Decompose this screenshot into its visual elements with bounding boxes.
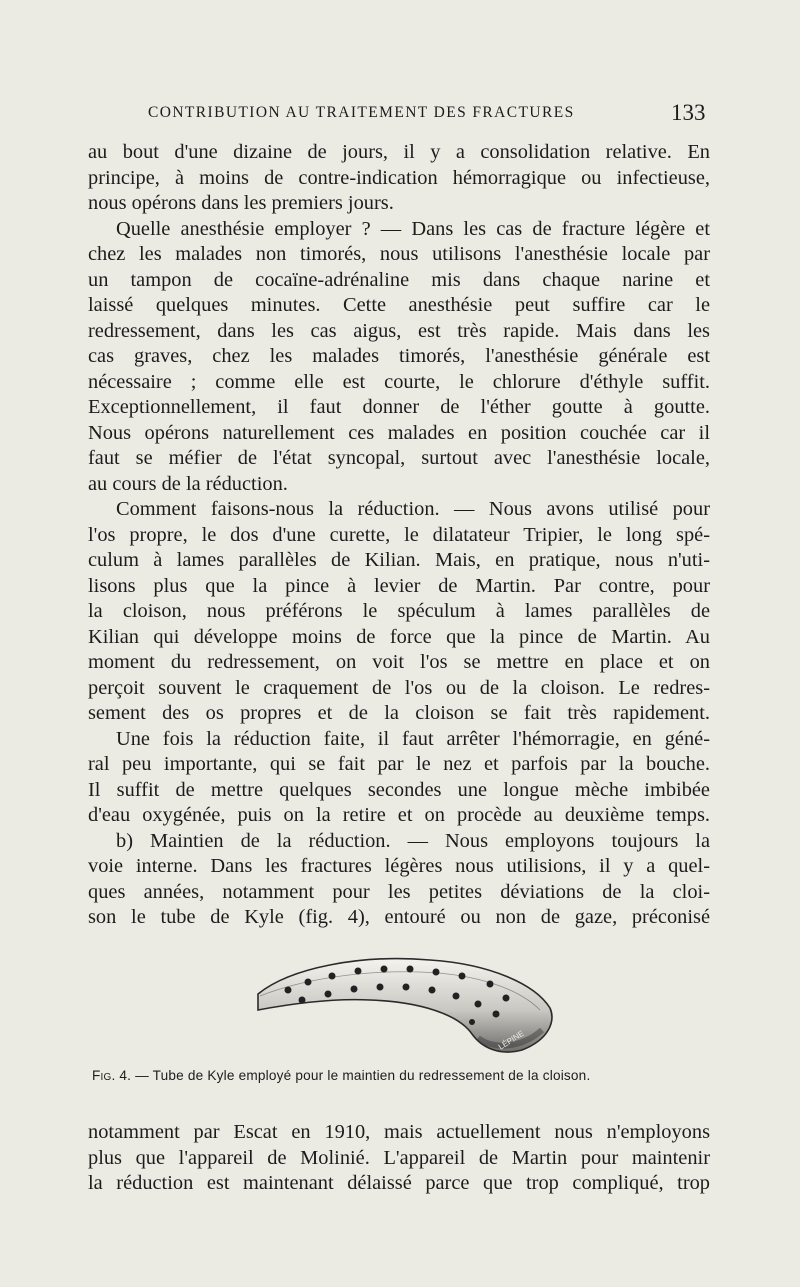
text-line: b) Maintien de la réduction. — Nous employons toujours la: [116, 829, 710, 852]
text-line: un tampon de cocaïne-adrénaline mis dans chaque narine et: [88, 268, 710, 291]
figure-caption-text: — Tube de Kyle employé pour le maintien du redressement de la cloison.: [131, 1068, 591, 1083]
text-line: Comment faisons-nous la réduction. — Nous avons utilisé pour: [116, 498, 710, 520]
text-line: chez les malades non timorés, nous utilisons l'anesthésie locale par: [88, 243, 710, 265]
kyle-tube-illustration-icon: [250, 950, 560, 1062]
text-line: son le tube de Kyle (fig. 4), entouré ou non de gaze, préconisé: [88, 906, 710, 928]
text-line: Nous opérons naturellement ces malades en position couchée car il: [88, 421, 710, 444]
text-line: Quelle anesthésie employer ? — Dans les cas de fracture légère et: [116, 217, 710, 240]
text-line: Il suffit de mettre quelques secondes une longue mèche imbibée: [88, 778, 710, 801]
figure-label: Fig. 4.: [92, 1068, 132, 1083]
text-line: au bout d'une dizaine de jours, il y a consolidation relative. En: [88, 141, 710, 163]
figure-caption: [92, 1068, 712, 1083]
text-line: cas graves, chez les malades timorés, l'anesthésie générale est: [88, 345, 710, 367]
text-line: faut se méfier de l'état syncopal, surtout avec l'anesthésie locale,: [88, 447, 710, 469]
text-line: laissé quelques minutes. Cette anesthésie peut suffire car le: [88, 294, 710, 316]
text-line: Exceptionnellement, il faut donner de l'éther goutte à goutte.: [88, 396, 710, 418]
text-line: nous opérons dans les premiers jours.: [88, 192, 394, 214]
text-line: moment du redressement, on voit l'os se mettre en place et on: [88, 651, 710, 673]
kyle-tube-figure: [250, 950, 560, 1062]
text-line: notamment par Escat en 1910, mais actuellement nous n'employons: [88, 1121, 710, 1143]
text-line: au cours de la réduction.: [88, 472, 288, 495]
text-line: lisons plus que la pince à levier de Martin. Par contre, pour: [88, 574, 710, 597]
text-line: la réduction est maintenant délaissé parce que trop compliqué, trop: [88, 1172, 710, 1194]
body-text-continued: [88, 1120, 710, 1197]
text-line: sement des os propres et de la cloison se fait très rapidement.: [88, 702, 710, 724]
text-line: perçoit souvent le craquement de l'os ou de la cloison. Le redres-: [88, 676, 710, 699]
text-line: la cloison, nous préférons le spéculum à lames parallèles de: [88, 600, 710, 622]
text-line: redressement, dans les cas aigus, est très rapide. Mais dans les: [88, 319, 710, 342]
page-number: 133: [671, 100, 706, 125]
text-line: Une fois la réduction faite, il faut arrêter l'hémorragie, en géné-: [116, 727, 710, 750]
body-text: [88, 140, 710, 931]
text-line: voie interne. Dans les fractures légères nous utilisions, il y a quel-: [88, 855, 710, 877]
text-line: plus que l'appareil de Molinié. L'appareil de Martin pour maintenir: [88, 1146, 710, 1169]
text-line: ques années, notamment pour les petites déviations de la cloi-: [88, 880, 710, 903]
engraved-maker-mark: LÉPINE: [496, 1028, 526, 1052]
text-line: l'os propre, le dos d'une curette, le dilatateur Tripier, le long spé-: [88, 523, 710, 546]
text-line: Kilian qui développe moins de force que la pince de Martin. Au: [88, 625, 710, 648]
text-line: principe, à moins de contre-indication hémorragique ou infectieuse,: [88, 166, 710, 189]
text-line: nécessaire ; comme elle est courte, le chlorure d'éthyle suffit.: [88, 370, 710, 393]
text-line: culum à lames parallèles de Kilian. Mais, en pratique, nous n'uti-: [88, 549, 710, 571]
running-title: CONTRIBUTION AU TRAITEMENT DES FRACTURES: [148, 104, 575, 121]
page-header: [0, 100, 800, 130]
text-line: ral peu importante, qui se fait par le nez et parfois par la bouche.: [88, 753, 710, 775]
text-line: d'eau oxygénée, puis on la retire et on procède au deuxième temps.: [88, 804, 710, 826]
